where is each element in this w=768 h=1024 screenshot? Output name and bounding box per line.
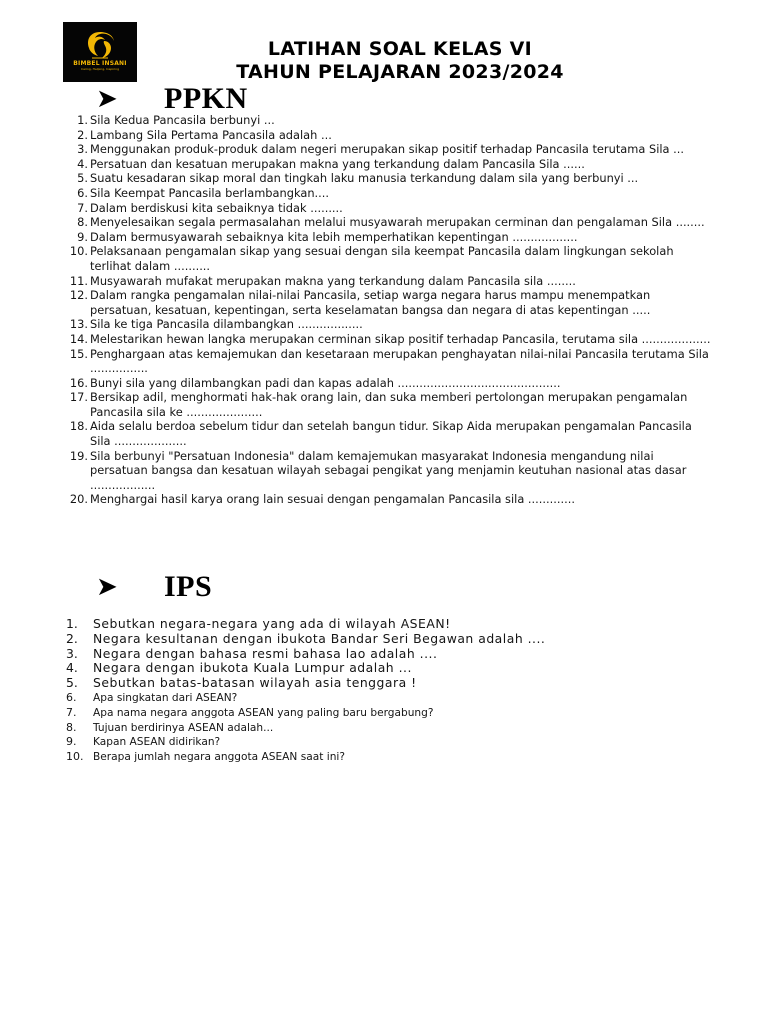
question-number: 17. — [69, 390, 88, 405]
question-text: Sila ke tiga Pancasila dilambangkan .................. — [90, 317, 363, 332]
question-item — [66, 735, 716, 750]
question-number: 1. — [77, 113, 88, 127]
question-number: 9. — [66, 735, 77, 749]
bird-logo-icon — [80, 28, 120, 62]
question-number: 9. — [77, 229, 88, 244]
question-item — [62, 128, 712, 143]
question-item — [62, 186, 712, 201]
question-item — [66, 721, 716, 736]
question-text: Tujuan berdirinya ASEAN adalah... — [93, 721, 274, 734]
question-text: Sila berbunyi "Persatuan Indonesia" dalam kemajemukan masyarakat Indonesia mengandung nilai persatuan bangsa dan kesatuan wilayah sebagai pengikat yang menjamin keutuhan nasional atas dasar .................. — [90, 448, 687, 492]
question-number: 4. — [77, 156, 88, 171]
logo-name: BIMBEL INSANI — [73, 60, 127, 67]
question-number: 3. — [77, 142, 88, 157]
question-item — [62, 390, 712, 419]
question-item — [66, 706, 716, 721]
question-item — [66, 617, 716, 632]
question-number: 16. — [69, 375, 88, 390]
question-item — [62, 142, 712, 157]
ppkn-heading-label: PPKN — [164, 82, 248, 115]
question-number: 5. — [77, 171, 88, 186]
question-number: 19. — [69, 448, 88, 463]
question-item — [62, 288, 712, 317]
arrow-bullet-icon: ➤ — [96, 572, 118, 602]
question-number: 1. — [66, 616, 78, 631]
question-number: 8. — [66, 720, 77, 734]
question-text: Bunyi sila yang dilambangkan padi dan kapas adalah ............................................. — [90, 375, 561, 390]
question-number: 15. — [69, 346, 88, 361]
question-number: 8. — [77, 215, 88, 230]
question-item — [62, 215, 712, 230]
question-number: 7. — [77, 200, 88, 215]
ips-heading-label: IPS — [164, 570, 213, 603]
question-item — [62, 171, 712, 186]
question-text: Negara dengan bahasa resmi bahasa lao adalah .... — [93, 645, 438, 661]
question-text: Dalam rangka pengamalan nilai-nilai Pancasila, setiap warga negara harus mampu menempatkan persatuan, kesatuan, kepentingan, serta keselamatan bangsa dan negara di atas kepentingan ..... — [90, 288, 651, 317]
question-item — [66, 661, 716, 676]
page-title: LATIHAN SOAL KELAS VI — [267, 38, 533, 60]
page-subtitle: TAHUN PELAJARAN 2023/2024 — [236, 61, 564, 83]
question-text: Dalam bermusyawarah sebaiknya kita lebih memperhatikan kepentingan .................. — [90, 229, 578, 244]
question-number: 2. — [77, 127, 88, 142]
question-number: 3. — [66, 645, 78, 661]
question-item — [66, 647, 716, 662]
question-item — [62, 332, 712, 347]
question-item — [66, 676, 716, 691]
question-item — [62, 274, 712, 289]
question-text: Sila Keempat Pancasila berlambangkan.... — [90, 185, 330, 200]
question-item — [62, 449, 712, 493]
question-text: Sebutkan negara-negara yang ada di wilayah ASEAN! — [93, 616, 451, 631]
question-text: Menggunakan produk-produk dalam negeri merupakan sikap positif terhadap Pancasila terutama Sila ... — [90, 142, 684, 157]
question-number: 20. — [69, 492, 88, 507]
question-text: Aida selalu berdoa sebelum tidur dan setelah bangun tidur. Sikap Aida merupakan pengamalan Pancasila Sila .................... — [90, 419, 692, 449]
question-number: 6. — [77, 185, 88, 200]
question-item — [62, 347, 712, 376]
question-text: Musyawarah mufakat merupakan makna yang terkandung dalam Pancasila sila ........ — [90, 273, 576, 288]
question-item — [66, 632, 716, 647]
question-number: 14. — [69, 331, 88, 346]
question-text: Apa singkatan dari ASEAN? — [93, 691, 238, 704]
question-text: Apa nama negara anggota ASEAN yang paling baru bergabung? — [93, 706, 434, 719]
question-number: 13. — [69, 317, 88, 332]
question-item — [62, 376, 712, 391]
question-number: 4. — [66, 660, 78, 676]
question-number: 2. — [66, 630, 78, 646]
question-text: Persatuan dan kesatuan merupakan makna yang terkandung dalam Pancasila Sila ...... — [90, 156, 585, 171]
ips-section-heading — [96, 570, 212, 604]
question-text: Sebutkan batas-batasan wilayah asia tenggara ! — [93, 675, 417, 691]
question-text: Menghargai hasil karya orang lain sesuai dengan pengamalan Pancasila sila ............. — [90, 492, 575, 507]
question-number: 10. — [66, 750, 84, 764]
question-number: 10. — [69, 244, 88, 259]
question-text: Negara kesultanan dengan ibukota Bandar Seri Begawan adalah .... — [93, 630, 546, 646]
question-item — [66, 691, 716, 706]
question-item — [62, 492, 712, 507]
question-number: 18. — [69, 419, 88, 434]
question-text: Penghargaan atas kemajemukan dan kesetaraan merupakan penghayatan nilai-nilai Pancasila terutama Sila ................ — [90, 346, 709, 376]
question-item — [62, 113, 712, 128]
question-text: Negara dengan ibukota Kuala Lumpur adalah ... — [93, 660, 412, 676]
question-number: 12. — [69, 288, 88, 303]
question-item — [62, 419, 712, 448]
question-text: Sila Kedua Pancasila berbunyi ... — [90, 113, 275, 127]
question-number: 5. — [66, 675, 78, 691]
question-text: Dalam berdiskusi kita sebaiknya tidak ......... — [90, 200, 343, 215]
question-number: 11. — [69, 273, 88, 288]
question-item — [62, 201, 712, 216]
question-item — [66, 750, 716, 765]
logo-tagline: Caring, Helping, Inspiring — [80, 67, 120, 71]
question-item — [62, 230, 712, 245]
question-text: Lambang Sila Pertama Pancasila adalah ... — [90, 127, 332, 142]
question-text: Melestarikan hewan langka merupakan cerminan sikap positif terhadap Pancasila, terutama sila ................... — [90, 331, 711, 346]
ppkn-section-heading — [96, 82, 248, 116]
question-text: Suatu kesadaran sikap moral dan tingkah laku manusia terkandung dalam sila yang berbunyi ... — [90, 171, 639, 186]
question-text: Berapa jumlah negara anggota ASEAN saat ini? — [93, 751, 345, 764]
question-text: Menyelesaikan segala permasalahan melalui musyawarah merupakan cerminan dan pengalaman Sila ........ — [90, 215, 705, 230]
ips-question-list — [66, 617, 716, 765]
question-text: Bersikap adil, menghormati hak-hak orang lain, dan suka memberi pertolongan merupakan pengamalan Pancasila sila ke ..................... — [90, 390, 688, 419]
question-number: 6. — [66, 690, 77, 704]
question-text: Kapan ASEAN didirikan? — [93, 736, 221, 749]
question-item — [62, 157, 712, 172]
bimbel-insani-logo — [63, 22, 137, 82]
question-text: Pelaksanaan pengamalan sikap yang sesuai dengan sila keempat Pancasila dalam lingkungan sekolah terlihat dalam .......... — [90, 244, 674, 273]
question-number: 7. — [66, 705, 77, 719]
question-item — [62, 317, 712, 332]
arrow-bullet-icon: ➤ — [96, 84, 118, 114]
question-item — [62, 244, 712, 273]
ppkn-question-list — [62, 113, 712, 507]
